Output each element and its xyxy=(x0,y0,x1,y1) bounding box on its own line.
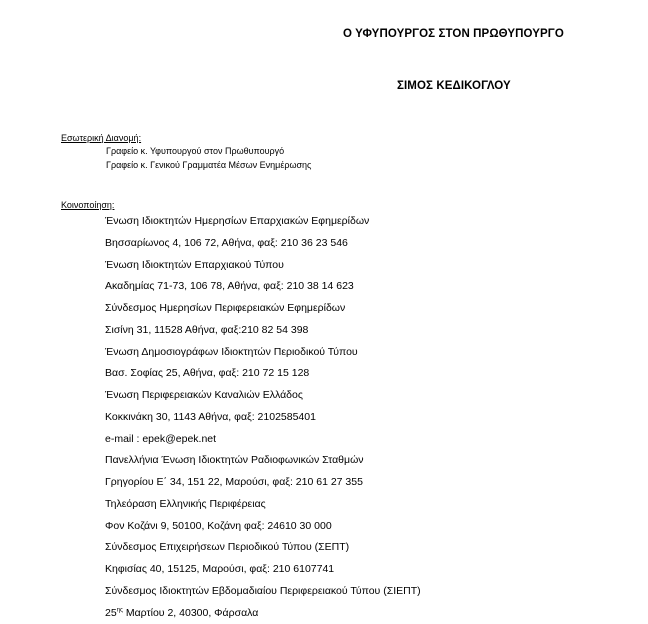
cc-line: Βασ. Σοφίας 25, Αθήνα, φαξ: 210 72 15 128 xyxy=(105,363,421,385)
cc-email-line: e-mail : epek@epek.net xyxy=(105,429,421,451)
cc-line: Πανελλήνια Ένωση Ιδιοκτητών Ραδιοφωνικών Σταθμών xyxy=(105,450,421,472)
cc-label: Κοινοποίηση: xyxy=(61,200,114,210)
street-number: 25 xyxy=(105,607,117,619)
cc-line: Τηλεόραση Ελληνικής Περιφέρειας xyxy=(105,494,421,516)
cc-line: Σισίνη 31, 11528 Αθήνα, φαξ:210 82 54 398 xyxy=(105,320,421,342)
cc-line: Βησσαρίωνος 4, 106 72, Αθήνα, φαξ: 210 36 23 546 xyxy=(105,233,421,255)
internal-distribution-label: Εσωτερική Διανομή: xyxy=(61,133,141,143)
cc-line: Σύνδεσμος Ημερησίων Περιφερειακών Εφημερίδων xyxy=(105,298,421,320)
cc-line: Ένωση Δημοσιογράφων Ιδιοκτητών Περιοδικού Τύπου xyxy=(105,342,421,364)
signer-name: ΣΙΜΟΣ ΚΕΔΙΚΟΓΛΟΥ xyxy=(397,80,511,92)
cc-line: Σύνδεσμος Επιχειρήσεων Περιοδικού Τύπου (ΣΕΠΤ) xyxy=(105,537,421,559)
ordinal-superscript: ης xyxy=(117,607,123,613)
cc-line: Ακαδημίας 71-73, 106 78, Αθήνα, φαξ: 210 38 14 623 xyxy=(105,276,421,298)
document-title: Ο ΥΦΥΠΟΥΡΓΟΣ ΣΤΟΝ ΠΡΩΘΥΠΟΥΡΓΟ xyxy=(343,28,564,40)
cc-list xyxy=(105,211,421,624)
cc-line: Ένωση Περιφερειακών Καναλιών Ελλάδος xyxy=(105,385,421,407)
address-rest: Μαρτίου 2, 40300, Φάρσαλα xyxy=(123,607,258,619)
cc-line: Φον Κοζάνι 9, 50100, Κοζάνη φαξ: 24610 30 000 xyxy=(105,516,421,538)
cc-line: Κοκκινάκη 30, 1143 Αθήνα, φαξ: 2102585401 xyxy=(105,407,421,429)
cc-line: Σύνδεσμος Ιδιοκτητών Εβδομαδιαίου Περιφερειακού Τύπου (ΣΙΕΠΤ) xyxy=(105,581,421,603)
cc-line: Γρηγορίου Ε΄ 34, 151 22, Μαρούσι, φαξ: 210 61 27 355 xyxy=(105,472,421,494)
cc-line: Ένωση Ιδιοκτητών Επαρχιακού Τύπου xyxy=(105,255,421,277)
cc-line: Ένωση Ιδιοκτητών Ημερησίων Επαρχιακών Εφημερίδων xyxy=(105,211,421,233)
cc-line-last xyxy=(105,603,421,624)
internal-distribution-item: Γραφείο κ. Υφυπουργού στον Πρωθυπουργό xyxy=(106,146,284,156)
internal-distribution-item: Γραφείο κ. Γενικού Γραμματέα Μέσων Ενημέρωσης xyxy=(106,160,311,170)
cc-line: Κηφισίας 40, 15125, Μαρούσι, φαξ: 210 6107741 xyxy=(105,559,421,581)
